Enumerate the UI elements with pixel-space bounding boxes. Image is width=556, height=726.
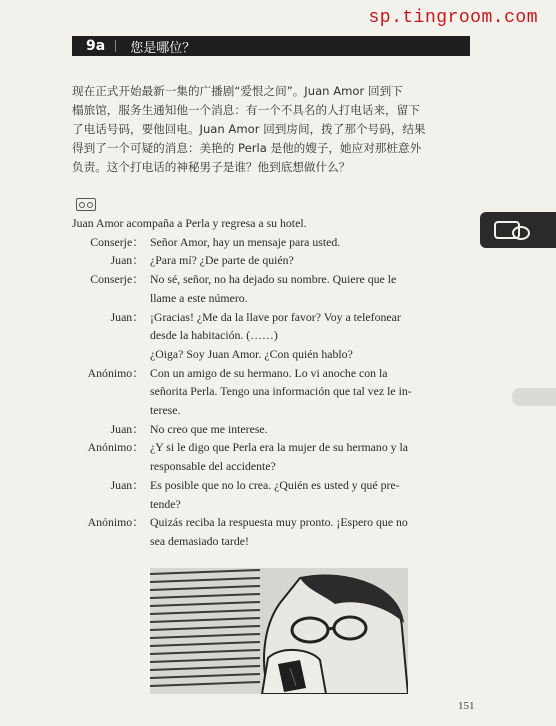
dialogue-line: llame a este número.	[150, 290, 248, 305]
dialogue-line: Con un amigo de su hermano. Lo vi anoche con la	[150, 365, 388, 380]
dialogue	[72, 214, 482, 551]
intro-line: 得到了一个可疑的消息：美艳的 Perla 是他的嫂子，她应对那桩意外	[72, 141, 422, 155]
dialogue-line: responsable del accidente?	[150, 459, 276, 474]
intro-line: 了电话号码，要他回电。Juan Amor 回到房间，拨了那个号码，结果	[72, 122, 426, 136]
speaker-label: Conserje：	[90, 272, 144, 287]
dialogue-line: ¿Oiga? Soy Juan Amor. ¿Con quién hablo?	[150, 346, 353, 361]
page-number: 151	[458, 700, 475, 712]
dialogue-line: terese.	[150, 403, 181, 418]
section-header	[72, 36, 470, 56]
dialogue-line: ¿Para mí? ¿De parte de quién?	[150, 253, 294, 268]
dialogue-row	[72, 513, 482, 550]
speaker-label: Juan：	[110, 421, 144, 436]
intro-paragraph	[72, 82, 472, 177]
dialogue-line: Señor Amor, hay un mensaje para usted.	[150, 234, 341, 249]
dialogue-line: No creo que me interese.	[150, 421, 268, 436]
dialogue-line: ¿Y si le digo que Perla era la mujer de su hermano y la	[150, 440, 409, 455]
narration-row	[72, 214, 482, 233]
speaker-label: Anónimo：	[87, 515, 144, 530]
dialogue-row	[72, 476, 482, 513]
dialogue-line: tende?	[150, 496, 181, 511]
speaker-label: Anónimo：	[87, 365, 144, 380]
speaker-label: Juan：	[110, 309, 144, 324]
speaker-label: Juan：	[110, 477, 144, 492]
side-thumb-tab	[512, 388, 556, 406]
header-divider	[115, 40, 116, 52]
section-number: 9a	[86, 38, 106, 54]
dialogue-line: ¡Gracias! ¿Me da la llave por favor? Voy a telefonear	[150, 309, 401, 324]
dialogue-row	[72, 364, 482, 420]
audio-tab-glyph-secondary	[512, 226, 530, 240]
intro-line: 榻旅馆，服务生通知他一个消息：有一个不具名的人打电话来，留下	[72, 103, 420, 117]
illustration-man-on-phone	[150, 568, 408, 694]
dialogue-line: sea demasiado tarde!	[150, 533, 249, 548]
dialogue-line: señorita Perla. Tengo una información que tal vez le in-	[150, 384, 412, 399]
dialogue-row	[72, 420, 482, 439]
speaker-label: Conserje：	[90, 234, 144, 249]
dialogue-row	[72, 270, 482, 307]
dialogue-line: desde la habitación. (……)	[150, 328, 278, 343]
dialogue-line: No sé, señor, no ha dejado su nombre. Quiere que le	[150, 272, 397, 287]
dialogue-line: Es posible que no lo crea. ¿Quién es usted y qué pre-	[150, 477, 400, 492]
section-title: 您是哪位？	[130, 40, 196, 56]
watermark: sp.tingroom.com	[368, 8, 538, 28]
speaker-label: Anónimo：	[87, 440, 144, 455]
dialogue-row	[72, 438, 482, 475]
dialogue-row	[72, 251, 482, 270]
dialogue-row	[72, 308, 482, 364]
intro-line: 负责。这个打电话的神秘男子是谁？他到底想做什么？	[72, 160, 351, 174]
dialogue-row	[72, 233, 482, 252]
speaker-label: Juan：	[110, 253, 144, 268]
cassette-icon	[76, 198, 96, 211]
audio-tab-icon	[480, 212, 556, 248]
narration-line: Juan Amor acompaña a Perla y regresa a su hotel.	[72, 216, 307, 230]
dialogue-line: Quizás reciba la respuesta muy pronto. ¡Espero que no	[150, 515, 408, 530]
intro-line: 现在正式开始最新一集的广播剧“爱恨之间”。Juan Amor 回到下	[72, 84, 403, 98]
